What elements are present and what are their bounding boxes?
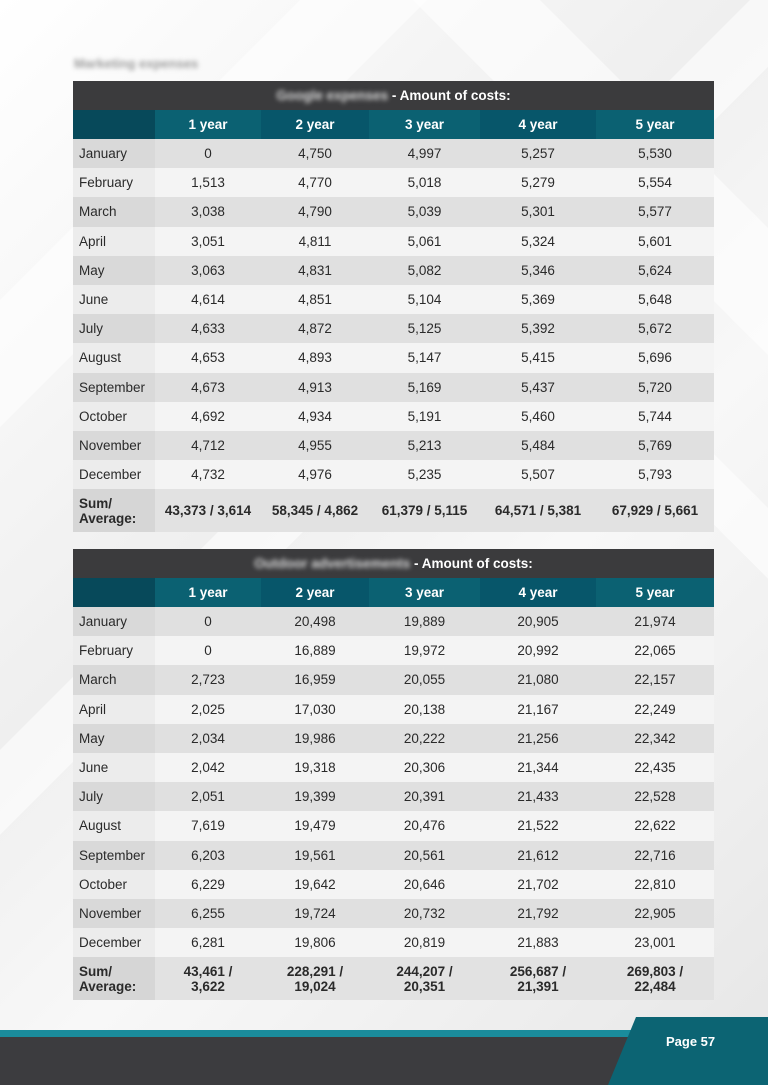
value-cell: 4,633 xyxy=(155,314,261,343)
value-cell: 20,391 xyxy=(369,782,480,811)
table-row xyxy=(73,197,714,226)
value-cell: 4,997 xyxy=(369,139,480,168)
value-cell: 21,344 xyxy=(480,753,596,782)
value-cell: 21,612 xyxy=(480,841,596,870)
value-cell: 19,986 xyxy=(261,724,369,753)
value-cell: 3,063 xyxy=(155,256,261,285)
month-cell: November xyxy=(73,899,155,928)
value-cell: 5,082 xyxy=(369,256,480,285)
value-cell: 5,554 xyxy=(596,168,714,197)
month-cell: March xyxy=(73,665,155,694)
value-cell: 4,913 xyxy=(261,373,369,402)
value-cell: 5,018 xyxy=(369,168,480,197)
month-cell: January xyxy=(73,139,155,168)
value-cell: 1,513 xyxy=(155,168,261,197)
sum-label-text: Sum/ Average: xyxy=(79,963,137,994)
value-cell: 4,790 xyxy=(261,197,369,226)
value-cell: 5,484 xyxy=(480,431,596,460)
header-year-1: 1 year xyxy=(155,110,261,139)
value-cell: 2,723 xyxy=(155,665,261,694)
table-row xyxy=(73,841,714,870)
value-cell: 17,030 xyxy=(261,695,369,724)
sum-cell: 64,571 / 5,381 xyxy=(480,489,596,532)
value-cell: 2,025 xyxy=(155,695,261,724)
sum-cell-text: 269,803 / 22,484 xyxy=(626,963,684,994)
value-cell: 3,038 xyxy=(155,197,261,226)
table-row xyxy=(73,753,714,782)
value-cell: 5,648 xyxy=(596,285,714,314)
table-row xyxy=(73,227,714,256)
value-cell: 22,435 xyxy=(596,753,714,782)
table-row xyxy=(73,811,714,840)
value-cell: 6,229 xyxy=(155,870,261,899)
value-cell: 5,769 xyxy=(596,431,714,460)
table-row xyxy=(73,343,714,372)
value-cell: 5,346 xyxy=(480,256,596,285)
outdoor-advertisements-table xyxy=(73,549,714,1000)
table-row xyxy=(73,314,714,343)
sum-label xyxy=(73,489,155,532)
month-cell: October xyxy=(73,870,155,899)
value-cell: 5,169 xyxy=(369,373,480,402)
value-cell: 5,720 xyxy=(596,373,714,402)
value-cell: 19,479 xyxy=(261,811,369,840)
value-cell: 4,750 xyxy=(261,139,369,168)
month-cell: April xyxy=(73,227,155,256)
value-cell: 5,324 xyxy=(480,227,596,256)
value-cell: 4,976 xyxy=(261,460,369,489)
table-title xyxy=(73,81,714,110)
value-cell: 5,191 xyxy=(369,402,480,431)
month-cell: September xyxy=(73,841,155,870)
value-cell: 5,301 xyxy=(480,197,596,226)
value-cell: 4,692 xyxy=(155,402,261,431)
value-cell: 16,959 xyxy=(261,665,369,694)
value-cell: 4,893 xyxy=(261,343,369,372)
table-body xyxy=(73,139,714,532)
value-cell: 22,528 xyxy=(596,782,714,811)
value-cell: 5,235 xyxy=(369,460,480,489)
page-number: Page 57 xyxy=(666,1034,716,1049)
sum-label xyxy=(73,957,155,1000)
sum-cell xyxy=(155,957,261,1000)
value-cell: 5,793 xyxy=(596,460,714,489)
value-cell: 5,213 xyxy=(369,431,480,460)
month-cell: May xyxy=(73,724,155,753)
table-row xyxy=(73,636,714,665)
value-cell: 21,883 xyxy=(480,928,596,957)
month-cell: July xyxy=(73,314,155,343)
value-cell: 20,732 xyxy=(369,899,480,928)
value-cell: 21,256 xyxy=(480,724,596,753)
value-cell: 21,167 xyxy=(480,695,596,724)
value-cell: 23,001 xyxy=(596,928,714,957)
value-cell: 4,955 xyxy=(261,431,369,460)
value-cell: 4,934 xyxy=(261,402,369,431)
value-cell: 0 xyxy=(155,139,261,168)
value-cell: 5,369 xyxy=(480,285,596,314)
value-cell: 20,646 xyxy=(369,870,480,899)
value-cell: 4,712 xyxy=(155,431,261,460)
table-title-blurred: Outdoor advertisements xyxy=(254,556,411,571)
value-cell: 4,770 xyxy=(261,168,369,197)
value-cell: 20,306 xyxy=(369,753,480,782)
value-cell: 22,249 xyxy=(596,695,714,724)
value-cell: 20,138 xyxy=(369,695,480,724)
value-cell: 5,696 xyxy=(596,343,714,372)
value-cell: 5,530 xyxy=(596,139,714,168)
month-cell: October xyxy=(73,402,155,431)
value-cell: 2,034 xyxy=(155,724,261,753)
table-row xyxy=(73,256,714,285)
table-row xyxy=(73,139,714,168)
value-cell: 5,279 xyxy=(480,168,596,197)
value-cell: 19,806 xyxy=(261,928,369,957)
sum-cell xyxy=(369,957,480,1000)
value-cell: 19,724 xyxy=(261,899,369,928)
value-cell: 19,889 xyxy=(369,607,480,636)
value-cell: 5,104 xyxy=(369,285,480,314)
sum-cell-text: 256,687 / 21,391 xyxy=(509,963,567,994)
header-year-4: 4 year xyxy=(480,110,596,139)
sum-cell: 43,373 / 3,614 xyxy=(155,489,261,532)
value-cell: 20,055 xyxy=(369,665,480,694)
table-row xyxy=(73,607,714,636)
value-cell: 4,872 xyxy=(261,314,369,343)
month-cell: May xyxy=(73,256,155,285)
section-title: Marketing expenses xyxy=(74,56,199,71)
value-cell: 5,672 xyxy=(596,314,714,343)
value-cell: 22,905 xyxy=(596,899,714,928)
page-number-tab xyxy=(608,1017,768,1085)
sum-cell-text: 244,207 / 20,351 xyxy=(396,963,453,994)
sum-cell: 58,345 / 4,862 xyxy=(261,489,369,532)
table-header-row xyxy=(73,578,714,607)
month-cell: August xyxy=(73,811,155,840)
header-corner xyxy=(73,110,155,139)
value-cell: 5,460 xyxy=(480,402,596,431)
value-cell: 4,732 xyxy=(155,460,261,489)
table-row xyxy=(73,724,714,753)
header-year-2: 2 year xyxy=(261,578,369,607)
value-cell: 0 xyxy=(155,636,261,665)
value-cell: 21,522 xyxy=(480,811,596,840)
header-year-3: 3 year xyxy=(369,578,480,607)
value-cell: 2,042 xyxy=(155,753,261,782)
header-year-2: 2 year xyxy=(261,110,369,139)
value-cell: 6,203 xyxy=(155,841,261,870)
value-cell: 20,561 xyxy=(369,841,480,870)
table-title-row xyxy=(73,81,714,110)
value-cell: 19,399 xyxy=(261,782,369,811)
value-cell: 21,974 xyxy=(596,607,714,636)
table-row xyxy=(73,782,714,811)
month-cell: December xyxy=(73,460,155,489)
header-corner xyxy=(73,578,155,607)
value-cell: 5,392 xyxy=(480,314,596,343)
sum-cell xyxy=(596,957,714,1000)
value-cell: 6,281 xyxy=(155,928,261,957)
value-cell: 2,051 xyxy=(155,782,261,811)
value-cell: 5,257 xyxy=(480,139,596,168)
month-cell: March xyxy=(73,197,155,226)
table-row xyxy=(73,402,714,431)
value-cell: 22,342 xyxy=(596,724,714,753)
month-cell: February xyxy=(73,636,155,665)
table-row xyxy=(73,695,714,724)
table-row xyxy=(73,373,714,402)
sum-cell xyxy=(480,957,596,1000)
value-cell: 5,061 xyxy=(369,227,480,256)
table-row xyxy=(73,899,714,928)
value-cell: 22,622 xyxy=(596,811,714,840)
table-row xyxy=(73,870,714,899)
table-title xyxy=(73,549,714,578)
value-cell: 5,147 xyxy=(369,343,480,372)
value-cell: 20,476 xyxy=(369,811,480,840)
value-cell: 21,702 xyxy=(480,870,596,899)
value-cell: 5,437 xyxy=(480,373,596,402)
value-cell: 4,653 xyxy=(155,343,261,372)
value-cell: 4,811 xyxy=(261,227,369,256)
month-cell: April xyxy=(73,695,155,724)
value-cell: 21,433 xyxy=(480,782,596,811)
sum-cell-text: 43,461 / 3,622 xyxy=(183,963,233,994)
value-cell: 5,601 xyxy=(596,227,714,256)
sum-average-row xyxy=(73,489,714,532)
sum-cell: 61,379 / 5,115 xyxy=(369,489,480,532)
value-cell: 5,744 xyxy=(596,402,714,431)
value-cell: 5,624 xyxy=(596,256,714,285)
value-cell: 20,222 xyxy=(369,724,480,753)
value-cell: 5,415 xyxy=(480,343,596,372)
month-cell: February xyxy=(73,168,155,197)
value-cell: 22,065 xyxy=(596,636,714,665)
table-title-suffix: - Amount of costs: xyxy=(388,88,511,103)
value-cell: 22,716 xyxy=(596,841,714,870)
header-year-3: 3 year xyxy=(369,110,480,139)
header-year-1: 1 year xyxy=(155,578,261,607)
value-cell: 4,614 xyxy=(155,285,261,314)
month-cell: September xyxy=(73,373,155,402)
month-cell: January xyxy=(73,607,155,636)
value-cell: 19,318 xyxy=(261,753,369,782)
value-cell: 16,889 xyxy=(261,636,369,665)
table-row xyxy=(73,285,714,314)
sum-cell-text: 228,291 / 19,024 xyxy=(286,963,344,994)
value-cell: 21,080 xyxy=(480,665,596,694)
sum-cell: 67,929 / 5,661 xyxy=(596,489,714,532)
month-cell: July xyxy=(73,782,155,811)
value-cell: 5,577 xyxy=(596,197,714,226)
table-row xyxy=(73,168,714,197)
month-cell: June xyxy=(73,753,155,782)
header-year-4: 4 year xyxy=(480,578,596,607)
value-cell: 20,905 xyxy=(480,607,596,636)
value-cell: 5,507 xyxy=(480,460,596,489)
value-cell: 20,819 xyxy=(369,928,480,957)
table-body xyxy=(73,607,714,1000)
table-row xyxy=(73,460,714,489)
table-title-row xyxy=(73,549,714,578)
value-cell: 20,498 xyxy=(261,607,369,636)
value-cell: 5,125 xyxy=(369,314,480,343)
google-expenses-table xyxy=(73,81,714,532)
header-year-5: 5 year xyxy=(596,110,714,139)
value-cell: 7,619 xyxy=(155,811,261,840)
value-cell: 3,051 xyxy=(155,227,261,256)
sum-average-row xyxy=(73,957,714,1000)
month-cell: August xyxy=(73,343,155,372)
table-row xyxy=(73,928,714,957)
table-title-blurred: Google expenses xyxy=(276,88,389,103)
value-cell: 19,972 xyxy=(369,636,480,665)
value-cell: 5,039 xyxy=(369,197,480,226)
sum-label-text: Sum/ Average: xyxy=(79,495,137,526)
month-cell: November xyxy=(73,431,155,460)
table-row xyxy=(73,665,714,694)
value-cell: 19,561 xyxy=(261,841,369,870)
value-cell: 20,992 xyxy=(480,636,596,665)
header-year-5: 5 year xyxy=(596,578,714,607)
table-title-suffix: - Amount of costs: xyxy=(410,556,533,571)
sum-cell xyxy=(261,957,369,1000)
table-row xyxy=(73,431,714,460)
value-cell: 4,831 xyxy=(261,256,369,285)
month-cell: June xyxy=(73,285,155,314)
value-cell: 4,673 xyxy=(155,373,261,402)
value-cell: 4,851 xyxy=(261,285,369,314)
value-cell: 0 xyxy=(155,607,261,636)
table-header-row xyxy=(73,110,714,139)
value-cell: 6,255 xyxy=(155,899,261,928)
month-cell: December xyxy=(73,928,155,957)
value-cell: 19,642 xyxy=(261,870,369,899)
value-cell: 21,792 xyxy=(480,899,596,928)
value-cell: 22,157 xyxy=(596,665,714,694)
value-cell: 22,810 xyxy=(596,870,714,899)
